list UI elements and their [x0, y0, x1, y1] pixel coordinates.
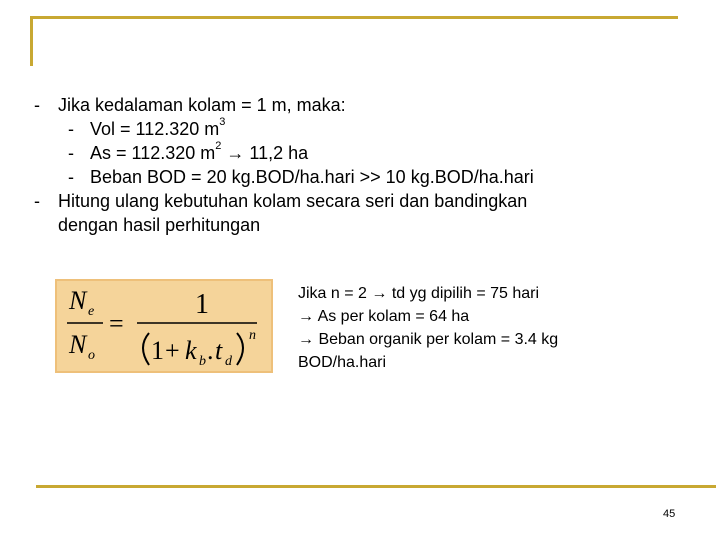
formula-k: k [185, 336, 197, 365]
formula-no-sub: o [88, 348, 95, 363]
bullet-dash: - [34, 95, 40, 115]
bullet-list [28, 93, 708, 237]
arrow-right-icon: → [298, 308, 314, 325]
bullet-dash: - [68, 143, 74, 163]
superscript: 2 [215, 140, 222, 152]
formula-exponent: n [249, 328, 256, 343]
bullet-text: Jika kedalaman kolam = 1 m, maka: [58, 95, 346, 115]
result-text: Beban organik per kolam = 3.4 kg [314, 331, 559, 348]
bullet-dash: - [68, 167, 74, 187]
formula-equals: = [109, 309, 124, 338]
result-text: As per kolam = 64 ha [314, 308, 470, 325]
arrow-right-icon: → [371, 285, 388, 302]
sub-bullet-2 [28, 141, 708, 165]
formula-denominator-one: 1 [151, 336, 164, 365]
sub-bullet-text: As = 112.320 m [90, 143, 216, 163]
result-line-3 [298, 328, 658, 351]
sub-bullet-text: Vol = 112.320 m [90, 119, 220, 139]
formula-equation [57, 281, 271, 371]
result-text: Jika n = 2 [298, 285, 372, 302]
bullet-1 [28, 93, 708, 117]
bullet-text: Hitung ulang kebutuhan kolam secara seri dan bandingkan [58, 191, 528, 211]
frame-bottom-line [36, 485, 716, 488]
result-text: BOD/ha.hari [298, 354, 387, 371]
formula-right-paren [237, 333, 243, 365]
result-line-4 [298, 351, 658, 374]
formula-left-paren [143, 333, 149, 365]
formula-k-sub: b [199, 354, 206, 369]
sub-bullet-3 [28, 165, 708, 189]
bullet-2-continuation [28, 213, 708, 237]
frame-left-line [30, 16, 33, 66]
formula-ne: N [69, 286, 87, 315]
bullet-2 [28, 189, 708, 213]
result-text-block [298, 282, 658, 374]
result-text: td yg dipilih = 75 hari [387, 285, 540, 302]
arrow-right-icon: → [298, 331, 314, 348]
sub-bullet-text: Beban BOD = 20 kg.BOD/ha.hari >> 10 kg.BOD/ha.hari [90, 167, 534, 187]
bullet-text: dengan hasil perhitungan [58, 215, 261, 235]
superscript: 3 [219, 116, 226, 128]
sub-bullet-text-after: 11,2 ha [244, 143, 309, 163]
bullet-dash: - [34, 191, 40, 211]
result-line-1 [298, 282, 658, 305]
formula-no: N [69, 330, 87, 359]
formula-box [55, 279, 273, 373]
page-number: 45 [663, 508, 676, 520]
formula-t-sub: d [225, 354, 232, 369]
bullet-dash: - [68, 119, 74, 139]
formula-plus: + [165, 336, 180, 365]
result-line-2 [298, 305, 658, 328]
sub-bullet-1 [28, 117, 708, 141]
frame-top-line [30, 16, 678, 19]
arrow-right-icon: → [226, 143, 245, 163]
formula-ne-sub: e [88, 304, 95, 319]
formula-dot: . [207, 336, 214, 365]
formula-t: t [215, 336, 223, 365]
formula-numerator-one: 1 [195, 289, 209, 320]
